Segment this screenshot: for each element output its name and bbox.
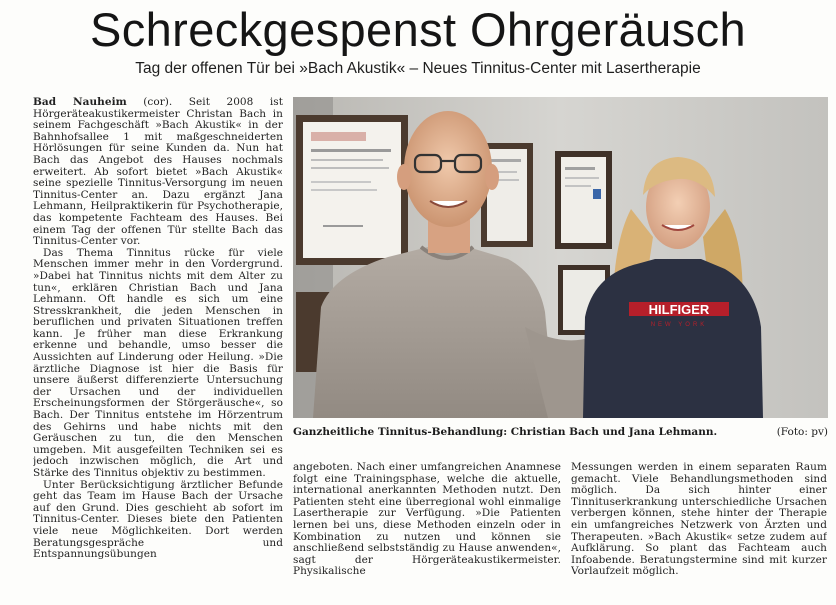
dateline: Bad Nauheim (33, 97, 127, 108)
paragraph: angeboten. Nach einer umfangreichen Anamnese folgt eine Trainingsphase, welche die aktuelle, international anerkannten Methoden nutzt. Den Patienten steht eine überregional wohl einmalige Lasertherapie zur Verfügung. »Die Patienten lernen bei uns, diese Methoden einzeln oder in Kombination zu nutzen und können sie anschließend selbstständig zu Hause anwenden«, sagt der Hörgeräteakustikermeister. Physikalische (293, 462, 561, 578)
paragraph (33, 97, 283, 248)
caption-text: Ganzheitliche Tinnitus-Behandlung: Christian Bach und Jana Lehmann. (293, 426, 718, 438)
shirt-logo-text: HILFIGER (648, 302, 710, 317)
article-column-3 (571, 462, 827, 592)
subheadline: Tag der offenen Tür bei »Bach Akustik« – Neues Tinnitus-Center mit Lasertherapie (135, 60, 701, 77)
headline: Schreckgespenst Ohrgeräusch (89, 3, 747, 56)
paragraph: Das Thema Tinnitus rücke für viele Menschen immer mehr in den Vordergrund. »Dabei hat Tinnitus nichts mit dem Alter zu tun«, erklären Christian Bach und Jana Lehmann. Oft handle es sich um eine Stresskrankheit, die jeden Menschen in beruflichen und privaten Situationen treffen kann. Je früher man diese Erkrankung erkenne und behandle, umso besser die Aussichten auf Linderung oder Heilung. »Die ärztliche Diagnose ist hier die Basis für unsere äußerst differenzierte Untersuchung der Ursachen und der individuellen Erscheinungsformen der Störgeräusche«, so Bach. Der Tinnitus entstehe im Hörzentrum des Gehirns und habe nichts mit den Geräuschen zu tun, die den Menschen umgeben. Mit ausgefeilten Techniken sei es jedoch inzwischen möglich, die Art und Stärke des Tinnitus objektiv zu bestimmen. (33, 246, 283, 479)
paragraph-text: (cor). Seit 2008 ist Hörgeräteakustikermeister Christan Bach in seinem Fachgeschäft »Bach Akustik« in der Bahnhofsallee 1 mit maßgeschneiderten Hörlösungen für seine Kunden da. Nun hat Bach das Angebot des Hauses nochmals erweitert. Ab sofort bietet »Bach Akustik« seine spezielle Tinnitus-Versorgung im neuen Tinnitus-Center an. Dazu ergänzt Jana Lehmann, Heilpraktikerin für Psychotherapie, das kompetente Fachteam des Hauses. Bei einem Tag der offenen Tür stellte Bach das Tinnitus-Center vor. (33, 97, 283, 248)
shirt-logo-subtext: NEW YORK (650, 322, 708, 328)
photo-credit: (Foto: pv) (776, 426, 828, 438)
article-photo (293, 97, 828, 418)
paragraph: Messungen werden in einem separaten Raum gemacht. Viele Behandlungsmethoden sind möglich. Da sich hinter einer Tinnituserkrankung unterschiedliche Ursachen verbergen können, stehe hinter der Therapie ein umfangreiches Netzwerk von Ärzten und Therapeuten. »Bach Akustik« setze zudem auf Aufklärung. So plant das Fachteam auch Infoabende. Beratungstermine sind mit kurzer Vorlaufzeit möglich. (571, 462, 827, 578)
certificate-frame-1 (296, 115, 408, 265)
certificate-frame-3 (555, 151, 612, 249)
article-column-2 (293, 462, 561, 592)
paragraph: Unter Berücksichtigung ärztlicher Befunde geht das Team im Hause Bach der Ursache auf den Grund. Dies geschieht ab sofort im Tinnitus-Center. Dieses biete den Patienten viele neue Möglichkeiten. Dort werden Beratungsgespräche und Entspannungsübungen (33, 478, 283, 561)
photo-caption (293, 426, 828, 439)
article-column-1 (33, 97, 283, 603)
